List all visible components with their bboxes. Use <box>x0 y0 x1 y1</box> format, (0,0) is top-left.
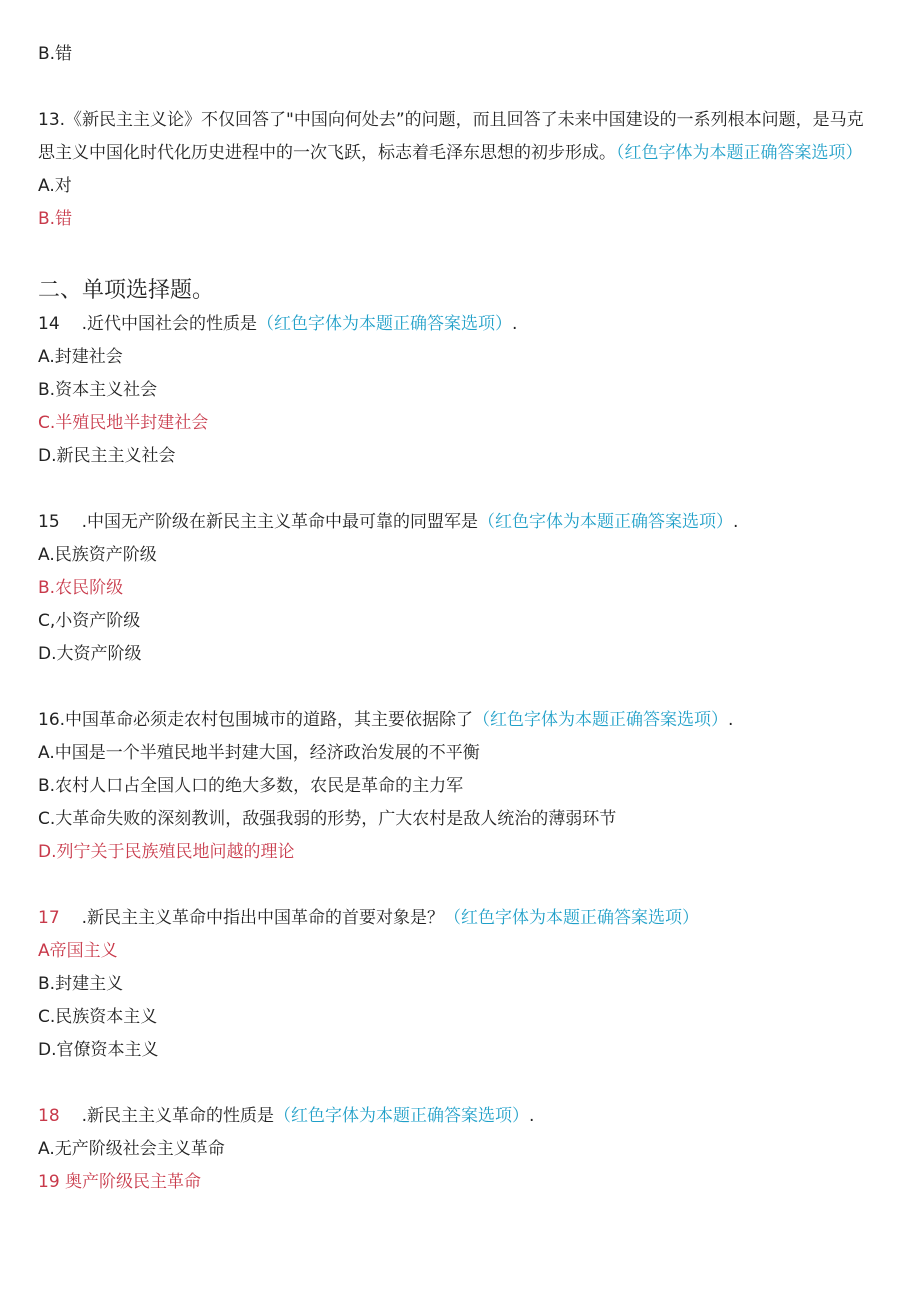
q18-option-b: 19 奥产阶级民主革命 <box>38 1172 202 1192</box>
q12-option-b: B.错 <box>38 44 73 64</box>
q16-option-c: C.大革命失败的深刻教训，敌强我弱的形势，广大农村是敌人统治的薄弱环节 <box>38 809 617 829</box>
spacer <box>38 869 878 902</box>
q14-number: 14 <box>38 314 60 334</box>
q16-hint: （红色字体为本题正确答案选项） <box>473 710 729 730</box>
q15-option-b: B.农民阶级 <box>38 578 124 598</box>
q18-text: .新民主主义革命的性质是 <box>81 1106 275 1126</box>
q13-hint: （红色字体为本题正确答案选项） <box>616 143 863 163</box>
q16-text: 16.中国革命必须走农村包围城市的道路，其主要依据除了 <box>38 710 474 730</box>
q16-question <box>38 704 878 737</box>
q14-text: .近代中国社会的性质是 <box>81 314 258 334</box>
spacer <box>38 671 878 704</box>
q14-hint: （红色字体为本题正确答案选项） <box>257 314 513 334</box>
q13-option-b: B.错 <box>38 209 73 229</box>
q15-tail: . <box>733 512 739 532</box>
q13-question <box>38 104 878 170</box>
q15-question <box>38 506 878 539</box>
q14-question <box>38 308 878 341</box>
q14-option-c: C.半殖民地半封建社会 <box>38 413 209 433</box>
q15-hint: （红色字体为本题正确答案选项） <box>478 512 734 532</box>
q15-option-c: C,小资产阶级 <box>38 611 141 631</box>
q14-tail: . <box>512 314 518 334</box>
spacer <box>38 236 878 276</box>
spacer <box>38 1067 878 1100</box>
q17-option-a: A帝国主义 <box>38 941 118 961</box>
q16-option-d: D.列宁关于民族殖民地问越的理论 <box>38 842 295 862</box>
q16-tail: . <box>728 710 734 730</box>
q13-option-a: A.对 <box>38 176 72 196</box>
section-title: 二、单项选择题。 <box>38 278 215 303</box>
q18-question <box>38 1100 878 1133</box>
q18-hint: （红色字体为本题正确答案选项） <box>274 1106 530 1126</box>
q18-tail: . <box>529 1106 535 1126</box>
q15-text: .中国无产阶级在新民主主义革命中最可靠的同盟军是 <box>81 512 479 532</box>
q17-text: .新民主主义革命中指出中国革命的首要对象是？ <box>81 908 445 928</box>
q14-option-a: A.封建社会 <box>38 347 123 367</box>
q17-hint: （红色字体为本题正确答案选项） <box>444 908 700 928</box>
q17-option-d: D.官僚资本主义 <box>38 1040 159 1060</box>
document-page <box>38 38 878 1199</box>
q15-option-a: A.民族资产阶级 <box>38 545 157 565</box>
q13-text: 13.《新民主主义论》不仅回答了"中国向何处去”的问题，而且回答了未来中国建设的一系列根本问题，是马克思主义中国化时代化历史进程中的一次飞跃，标志着毛泽东思想的初步形成。 <box>38 110 864 163</box>
q16-option-a: A.中国是一个半殖民地半封建大国，经济政治发展的不平衡 <box>38 743 480 763</box>
q14-option-d: D.新民主主义社会 <box>38 446 176 466</box>
q16-option-b: B.农村人口占全国人口的绝大多数，农民是革命的主力军 <box>38 776 464 796</box>
q17-option-b: B.封建主义 <box>38 974 124 994</box>
q17-question <box>38 902 878 935</box>
q17-number: 17 <box>38 908 60 928</box>
q14-option-b: B.资本主义社会 <box>38 380 158 400</box>
q17-option-c: C.民族资本主义 <box>38 1007 158 1027</box>
spacer <box>38 473 878 506</box>
spacer <box>38 71 878 104</box>
q15-number: 15 <box>38 512 60 532</box>
q18-option-a: A.无产阶级社会主义革命 <box>38 1139 225 1159</box>
q18-number: 18 <box>38 1106 60 1126</box>
q15-option-d: D.大资产阶级 <box>38 644 142 664</box>
